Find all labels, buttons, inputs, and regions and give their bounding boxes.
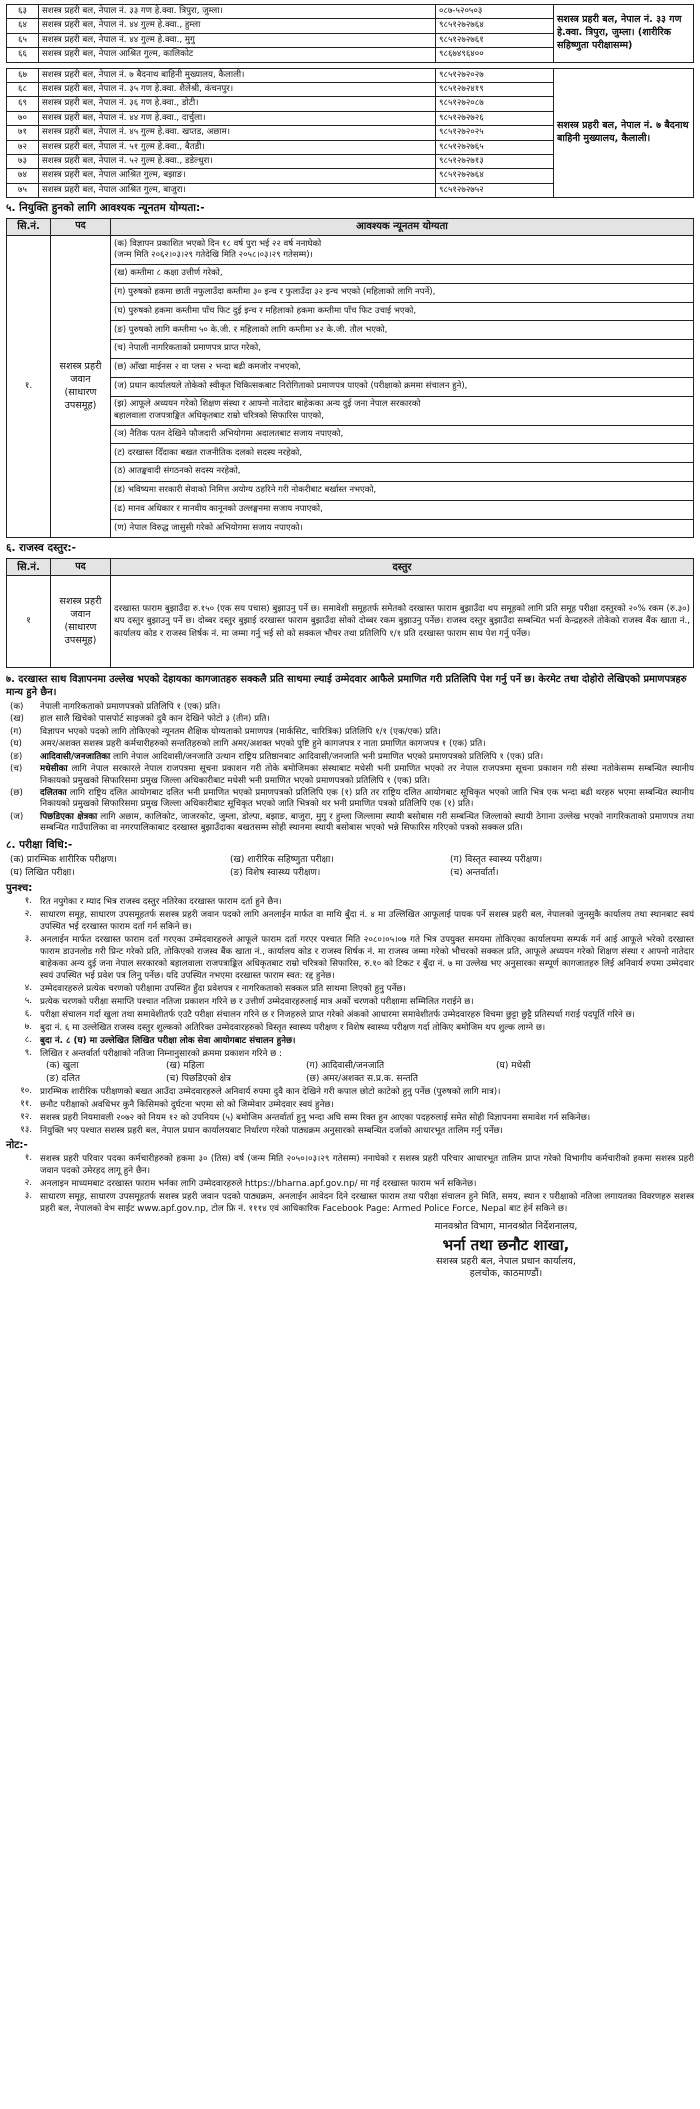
qualification-heading: ५. नियुक्ति हुनको लागि आवश्यक न्यूनतम योग्यता:- — [6, 202, 205, 215]
qualification-item — [111, 463, 694, 482]
document-label: (ख) — [10, 714, 24, 725]
qualification-item — [111, 235, 694, 264]
recruit-center: सशस्त्र प्रहरी बल, नेपाल नं. ३३ गण हे.क्वा. त्रिपुरा, जुम्ला। (शारीरिक सहिष्णुता परीक्षासम्म) — [554, 5, 694, 63]
note-text: सशस्त्र प्रहरी नियमावली २०७२ को नियम १२ को उपनियम (५) बमोजिम अन्तर्वार्ता हुनु भन्दा अघि सम्म रिक्त हुन आएका पदहरुलाई समेत सोही विज्ञापनमा समावेश गर्न सकिनेछ। — [40, 1112, 591, 1123]
qualification-text: (क) विज्ञापन प्रकाशित भएको दिन १८ वर्ष पुरा भई २२ वर्ष ननाघेको — [114, 238, 322, 249]
qualification-item — [111, 425, 694, 444]
exam-method: (ग) विस्तृत स्वास्थ्य परीक्षण। — [450, 854, 543, 865]
qualification-row — [7, 500, 694, 519]
qualification-text: (झ) आफूले अध्ययन गरेको शिक्षण संस्था र आफ्नो नातेदार बाहेकका अन्य दुई जना नेपाल सरकारको — [114, 399, 421, 410]
document-item — [6, 812, 694, 835]
note-number: १२. — [20, 1111, 32, 1122]
document-text — [40, 752, 694, 763]
note-item — [6, 983, 694, 995]
unit-phone: ९८६७४९६४०० — [436, 48, 554, 62]
qualification-text: (ग) पुरुषको हकमा छाती नफुलाउँदा कम्तीमा ३० इन्च र फुलाउँदा ३२ इन्च भएको (महिलाको लागि नपर्ने), — [114, 287, 436, 298]
fee-table — [6, 558, 694, 668]
note-item — [6, 1178, 694, 1190]
unit-row — [7, 68, 694, 82]
signature-line-4: हलचोक, काठमाण्डौं। — [469, 1268, 543, 1280]
note-text: बुदा नं. ६ मा उल्लेखित राजस्व दस्तुर शुल्कको अतिरिक्त उम्मेदवारहरुको विस्तृत स्वास्थ्य परीक्षण र विशेष स्वास्थ्य परीक्षण गर्दा तोकिए बमोजिम थप शुल्क लाग्ने छ। — [40, 1022, 546, 1033]
note-text: सशस्त्र प्रहरी परिवार पदका कर्मचारीहरुको हकमा ३० (तिस) वर्ष (जन्म मिति २०५०।०३।२९ गतेसम्म) ननाघेको र सशस्त्र प्रहरी परिचार आधारभूत तालिम प्राप्त गरेको विभागीय कर्मचारीको हकमा सशस्त्र प्रहरी जवान पदको उमेरहद लागू हुने छैन। — [40, 1154, 694, 1177]
note-number: ५. — [24, 995, 32, 1006]
reservation-group: (ख) महिला — [166, 1060, 205, 1071]
qualification-item — [111, 481, 694, 500]
note-item — [6, 1125, 694, 1137]
reservation-group: (छ) अमर/अशक्त स.प्र.क. सन्तति — [306, 1073, 418, 1084]
note-item — [6, 896, 694, 908]
recruit-center: सशस्त्र प्रहरी बल, नेपाल नं. ७ बैदनाथ बाहिनी मुख्यालय, कैलाली। — [554, 68, 694, 198]
fee-row-post: सशस्त्र प्रहरी जवान (साधारण उपसमूह) — [51, 576, 111, 668]
qualification-row — [7, 519, 694, 538]
qualification-item — [111, 444, 694, 463]
note-text: प्रत्येक चरणको परीक्षा समाप्ति पश्चात नतिजा प्रकाशन गरिने छ र उत्तीर्ण उम्मेदवारहरुलाई मात्र अर्को चरणको परीक्षामा सम्मिलित गराईने छ। — [40, 996, 474, 1007]
reservation-group: (ग) आदिवासी/जनजाति — [306, 1060, 385, 1071]
qualification-text: (घ) पुरुषको हकमा कम्तीमा पाँच फिट दुई इन्च र महिलाको हकमा कम्तीमा पाँच फिट उचाई भएको, — [114, 305, 417, 316]
note-number: ९. — [24, 1047, 32, 1058]
unit-phone: ९८५१२७२०२७ — [436, 68, 554, 82]
unit-number: ७५ — [7, 183, 39, 197]
note-number: ३. — [24, 1191, 32, 1202]
note-item — [6, 1153, 694, 1177]
qualification-row — [7, 302, 694, 321]
note-text: नियुक्ति भए पश्चात सशस्त्र प्रहरी बल, नेपाल प्रधान कार्यालयबाट निर्धारण गरेको पाठ्यक्रम अनुसारको सम्बन्धित दर्जाको आधारभूत तालिम गर्नु पर्नेछ। — [40, 1125, 503, 1136]
document-item — [6, 702, 694, 713]
unit-number: ६५ — [7, 33, 39, 47]
col-requirement: आवश्यक न्यूनतम योग्यता — [111, 218, 694, 235]
reservation-list — [46, 1061, 694, 1086]
exam-methods — [6, 855, 694, 880]
fee-col-amount: दस्तुर — [111, 559, 694, 576]
qualification-text: (ड) भविष्यमा सरकारी सेवाको निमित्त अयोग्य ठहरिने गरी नोकरीबाट बर्खास्त नभएको, — [114, 485, 377, 496]
fee-row-num: १ — [7, 576, 51, 668]
reservation-group: (च) पिछडिएको क्षेत्र — [166, 1073, 231, 1084]
qualification-row — [7, 425, 694, 444]
qualification-text-cont: बहालवाला राजपत्राङ्कित अधिकृतबाट राम्रो चरित्रको सिफारिस पाएको, — [114, 410, 324, 421]
note-number: १०. — [20, 1085, 32, 1096]
note-number: ३. — [24, 933, 32, 944]
unit-phone: ९८५१२७२०२५ — [436, 126, 554, 140]
qualification-row — [7, 235, 694, 264]
unit-phone: ९८५१२७२०८७ — [436, 97, 554, 111]
note-text: साधारण समूह, साधारण उपसमूहतर्फ सशस्त्र प्रहरी जवान पदको पाठ्यक्रम, अनलाईन आवेदन दिने दरखास्त फाराम तथा परीक्षा संचालन हुने मिति, समय, स्थान र परीक्षाको नतिजा लगायतका विवरणहरु सशस्त्र प्रहरी बल, नेपालको वेभ साईट www.apf.gov.np, टोल फ्रि नं. १११४ एवं आधिकारिक Facebook Page: Armed Police Force, Nepal बाट हेर्न सकिने छ। — [40, 1192, 694, 1215]
documents-heading: ७. दरखास्त साथ विज्ञापनमा उल्लेख भएको देहायका कागजातहरु सक्कलै प्रति साथमा ल्याई उम्मेदवार आफैले प्रमाणित गरी प्रतिलिपि पेश गर्नु पर्ने छ। केरमेट तथा दोहोरो लेखिएको प्रमाणपत्रहरु मान्य हुने छैन। — [6, 674, 687, 699]
unit-number: ७४ — [7, 169, 39, 183]
unit-name: सशस्त्र प्रहरी बल, नेपाल आश्रित गुल्म, बाजुरा। — [39, 183, 436, 197]
qualification-text: (ठ) आतङ्कवादी संगठनको सदस्य नरहेको, — [114, 466, 241, 477]
document-text — [40, 764, 694, 787]
qualification-post: सशस्त्र प्रहरी जवान (साधारण उपसमूह) — [51, 235, 111, 537]
document-category: मधेसीका — [40, 764, 68, 775]
unit-phone: ९८५१२७२७२६ — [436, 111, 554, 125]
document-text — [40, 727, 694, 738]
qualification-item — [111, 377, 694, 396]
unit-name: सशस्त्र प्रहरी बल, नेपाल नं. ४४ गुल्म हे.क्वा., मुगु — [39, 33, 436, 47]
documents-section — [6, 673, 694, 835]
qualification-text: (ङ) पुरुषको लागि कम्तीमा ५० के.जी. र महिलाको लागि कम्तीमा ४२ के.जी. तौल भएको, — [114, 324, 388, 335]
signature-block — [336, 1221, 676, 1280]
note-number: १. — [24, 1153, 32, 1164]
qualification-item — [111, 396, 694, 425]
document-category: आदिवासी/जनजातिका — [40, 751, 111, 762]
note-item — [6, 1022, 694, 1034]
document-text — [40, 714, 694, 725]
note-number: २. — [24, 1178, 32, 1189]
note-item — [6, 909, 694, 933]
unit-number: ७० — [7, 111, 39, 125]
unit-phone: ९८५१२७२७१३ — [436, 154, 554, 168]
document-text — [40, 739, 694, 750]
units-table-a — [6, 4, 694, 63]
note-number: ८. — [24, 1034, 32, 1045]
fee-row-text: दरखास्त फाराम बुझाउँदा रु.१५० (एक सय पचास) बुझाउनु पर्ने छ। समावेशी समूहतर्फ समेतको दरखास्त फाराम बुझाउँदा थप समूहको लागि प्रति समूह परीक्षा दस्तुरको २०% रकम (रु.३०) थप दस्तुर बुझाउनु पर्ने छ। दोब्बर दस्तुर बुझाई दरखास्त फाराम बुझाउँदा सोको दोब्बर रकम बुझाउनु पर्नेछ। राजस्व दस्तुर बुझाउँदा सम्बन्धित भर्ना केन्द्रहरुले तोकेको राजस्व बैंक खाता नं., कार्यालय कोड र राजस्व शिर्षक नं. मा जम्मा गर्नु भई सो को सक्कल भौचर तथा प्रतिलिपि १/१ प्रति दरखास्त फाराम साथ पेश गर्नु पर्नेछ। — [111, 576, 694, 668]
note-number: ११. — [20, 1098, 32, 1109]
note-number: १. — [24, 895, 32, 906]
note-item — [6, 1191, 694, 1215]
document-label: (क) — [10, 701, 24, 712]
signature-line-1: मानवश्रोत विभाग, मानवश्रोत निर्देशनालय, — [434, 1221, 578, 1233]
qualification-item — [111, 283, 694, 302]
document-text — [40, 812, 694, 835]
note-text: परीक्षा संचालन गर्दा खुला तथा समावेशीतर्फ एउटै परीक्षा संचालन गरिने छ र निजहरुले प्राप्त गरेको अंकको आधारमा समावेशीतर्फ उम्मेदवारहरु विचमा छुट्टा छुट्टै प्रतिस्पर्धा गराई पदपूर्ति गरिने छ। — [40, 1009, 635, 1020]
document-label: (ग) — [10, 726, 22, 737]
document-item — [6, 788, 694, 811]
unit-phone: ९८५१२७२७६४ — [436, 19, 554, 33]
qualification-text: (च) नेपाली नागरिकताको प्रमाणपत्र प्राप्त गरेको, — [114, 343, 261, 354]
unit-number: ६४ — [7, 19, 39, 33]
qualification-item — [111, 340, 694, 359]
fee-row — [7, 576, 694, 668]
unit-phone: ९८५१२७२७६१ — [436, 33, 554, 47]
qualification-row — [7, 283, 694, 302]
unit-name: सशस्त्र प्रहरी बल, नेपाल नं. ५१ गुल्म हे.क्वा., बैतडी। — [39, 140, 436, 154]
document-desc: हाल सालै खिचेको पासपोर्ट साइजको दुवै कान देखिने फोटो ३ (तीन) प्रति। — [40, 714, 270, 725]
col-serial: सि.नं. — [7, 218, 51, 235]
unit-row — [7, 5, 694, 19]
document-text — [40, 788, 694, 811]
unit-number: ७२ — [7, 140, 39, 154]
unit-name: सशस्त्र प्रहरी बल, नेपाल आश्रित गुल्म, कालिकोट — [39, 48, 436, 62]
note-item — [6, 1048, 694, 1060]
postscript-section — [6, 882, 694, 1216]
note-number: २. — [24, 908, 32, 919]
qualification-row — [7, 377, 694, 396]
document-label: (घ) — [10, 739, 22, 750]
unit-name: सशस्त्र प्रहरी बल, नेपाल नं. ४४ गुल्म हे.क्वा., हुम्ला — [39, 19, 436, 33]
document-desc: लागि नेपाल सरकारले नेपाल राजपत्रमा सूचना प्रकाशन गरी तोके बमोजिमका संस्थाबाट मधेसी भनी प्रमाणित भएको तर नेपाल राजपत्रमा सूचना प्रकाशन गरी संस्था नतोकेसम्म सम्बन्धित स्थानीय निकायको प्रमुखको सिफारिसमा प्रमुख जिल्ला अधिकारीबाट मधेसी भनी प्रमाणित भएको प्रमाणपत्रको प्रतिलिपि १ (एक) प्रति। — [40, 764, 694, 786]
exam-method: (ख) शारीरिक सहिष्णुता परीक्षा। — [230, 854, 334, 865]
unit-number: ६८ — [7, 82, 39, 96]
note-item — [6, 996, 694, 1008]
qualification-row — [7, 481, 694, 500]
fee-col-serial: सि.नं. — [7, 559, 51, 576]
qualification-item — [111, 264, 694, 283]
document-label: (ङ) — [10, 751, 23, 762]
qualification-row — [7, 340, 694, 359]
unit-number: ६६ — [7, 48, 39, 62]
unit-name: सशस्त्र प्रहरी बल, नेपाल नं. ५२ गुल्म हे.क्वा., डडेल्धुरा। — [39, 154, 436, 168]
qualification-item — [111, 519, 694, 538]
note-item — [6, 1009, 694, 1021]
units-table-b — [6, 68, 694, 199]
note-text: अनलाईन मार्फत दरखास्त फाराम दर्ता गरएका उम्मेदवारहरुले आफूले फाराम दर्ता गरएर पश्चात मिति २०८०।०५।०७ गते भित्र उपयुक्त समयमा तोकिएका कार्यालयमा सम्पर्क गर्न आई आफूले भरेको दरखास्त फाराम डाउनलोड गरी प्रिन्ट गरेको प्रति, तोकिएको राजस्व बैंक खाता नं., कार्यालय कोड र राजस्व शिर्षक नं. मा राजस्व जम्मा गरेको भौचरको सक्कल प्रति, आफूले अध्ययन गरेको शिक्षण संस्था र आफ्नो नातेदार बाहेकका अन्य दुई जना नेपाल सरकारको बहालवाला राजपत्राङ्कित अधिकृतबाट राम्रो चरित्रको सिफारिस, रु.१० को टिकट र बुँदा नं. ७ मा उल्लेख भए अनुसारका सम्पूर्ण कागजातहरु लिई अनिवार्य रुपमा उम्मेदवार स्वयं उपस्थित भई प्रवेश पत्र लिनु पर्नेछ। यदि उपस्थित नभएमा दरखास्त फाराम स्वत: रद्द हुनेछ। — [40, 934, 694, 981]
qualification-row — [7, 358, 694, 377]
qualification-text: (ण) नेपाल विरुद्ध जासुसी गरेको अभियोगमा सजाय नपाएको। — [114, 522, 303, 533]
qualification-text: (ज) प्रधान कार्यालयले तोकेको स्वीकृत चिकित्सकबाट निरोगिताको प्रमाणपत्र पाएको (परीक्षाको क्रममा संचालन हुने), — [114, 381, 468, 391]
qualification-item — [111, 358, 694, 377]
qualification-row — [7, 463, 694, 482]
note-number: १३. — [20, 1124, 32, 1135]
document-item — [6, 714, 694, 725]
qualification-text: (ट) दरखास्त दिँदाका बखत राजनीतिक दलको सदस्य नरहेको, — [114, 447, 303, 458]
qualification-row-num: १. — [7, 235, 51, 537]
note-item — [6, 1035, 694, 1047]
qualification-text: (ढ) मानव अधिकार र मानवीय कानूनको उल्लङ्घनमा सजाय नपाएको, — [114, 503, 323, 514]
unit-phone: ९८५१२७२४१९ — [436, 82, 554, 96]
unit-number: ६७ — [7, 68, 39, 82]
qualification-text: (छ) आँखा माईनस २ वा प्लस २ भन्दा बढी कमजोर नभएको, — [114, 362, 302, 373]
qualification-item — [111, 500, 694, 519]
qualification-row — [7, 264, 694, 283]
note-text: साधारण समूह, साधारण उपसमूहतर्फ सशस्त्र प्रहरी जवान पदको लागि अनलाईन मार्फत वा माथि बुँदा नं. ४ मा उल्लिखित आफूलाई पायक पर्ने सशस्त्र प्रहरी बल, नेपालको जुनसुकै कार्यालय तथा स्थानबाट स्वयं उपस्थित भई दरखास्त फाराम दर्ता गर्न सकिने छ। — [40, 909, 694, 932]
unit-phone: ०८७-५२०५०३ — [436, 5, 554, 19]
note-item — [6, 1112, 694, 1124]
signature-line-2: भर्ना तथा छनौट शाखा, — [442, 1235, 570, 1254]
qualification-row — [7, 444, 694, 463]
note-item — [6, 934, 694, 982]
note-text: लिखित र अन्तर्वार्ता परीक्षाको नतिजा निम्नानुसारको क्रममा प्रकाशन गरिने छ : — [40, 1048, 282, 1059]
document-label: (ज) — [10, 811, 24, 822]
exam-method: (क) प्रारम्भिक शारीरिक परीक्षण। — [10, 854, 117, 865]
document-desc: अमर/अशक्त सशस्त्र प्रहरी कर्मचारीहरुको सन्ततिहरुको लागि अमर/अशक्त भएको पुष्टि हुने कागजपत्र र नाता प्रमाणित कागजपत्र १ (एक) प्रति। — [40, 739, 486, 750]
note-number: ७. — [24, 1021, 32, 1032]
note-item — [6, 1099, 694, 1111]
note-text: रित नपुगेका र म्याद भित्र राजस्व दस्तुर नतिरेका दरखास्त फाराम दर्ता हुने छैन। — [40, 896, 282, 907]
note-item — [6, 1086, 694, 1098]
unit-number: ६३ — [7, 5, 39, 19]
document-item — [6, 764, 694, 787]
note-text: छनौट परीक्षाको अवधिभर कुनै किसिमको दुर्घटना भएमा सो को जिम्मेवार उम्मेदवार स्वयं हुनेछ। — [40, 1099, 334, 1110]
document-item — [6, 727, 694, 738]
reservation-group: (घ) मधेसी — [496, 1060, 531, 1071]
exam-method: (ङ) विशेष स्वास्थ्य परीक्षण। — [230, 867, 321, 878]
unit-name: सशस्त्र प्रहरी बल, नेपाल नं. ४५ गुल्म हे.क्वा. खप्तड, अछाम। — [39, 126, 436, 140]
qualification-row — [7, 396, 694, 425]
document-text — [40, 702, 694, 713]
unit-number: ७३ — [7, 154, 39, 168]
exam-method: (च) अन्तर्वार्ता। — [450, 867, 499, 878]
final-notes-heading: नोट:- — [6, 1139, 28, 1151]
fee-heading: ६. राजस्व दस्तुर:- — [6, 542, 76, 555]
reservation-group — [496, 1074, 646, 1086]
note-text: बुदा नं. ८ (घ) मा उल्लेखित लिखित परीक्षा लोक सेवा आयोगबाट संचालन हुनेछ। — [40, 1035, 296, 1046]
unit-phone: ९८५१२७२७६५ — [436, 140, 554, 154]
exam-heading: ८. परीक्षा विधि:- — [6, 838, 73, 851]
document-desc: लागि नेपाल आदिवासी/जनजाति उत्थान राष्ट्रिय प्रतिष्ठानबाट आदिवासी/जनजाति भनी प्रमाणित भएको प्रमाणपत्रको प्रतिलिपि १ (एक) प्रति। — [110, 751, 544, 762]
unit-name: सशस्त्र प्रहरी बल, नेपाल नं. ३३ गण हे.क्वा. त्रिपुरा, जुम्ला। — [39, 5, 436, 19]
unit-phone: ९८५१२७२७५२ — [436, 183, 554, 197]
qualification-text-cont: (जन्म मिति २०६२।०३।२९ गतेदेखि मिति २०५८।०३।२९ गतेसम्म)। — [114, 249, 313, 260]
document-desc: लागि राष्ट्रिय दलित आयोगबाट दलित भनी प्रमाणित भएको प्रमाणपत्रको प्रतिलिपि एक (१) प्रति तर राष्ट्रिय दलित आयोगबाट सूचिकृत भएको जाति भित्र एक भन्दा बढी थरहरु भएमा सम्बन्धित स्थानीय निकायको प्रमुखको सिफारिसमा प्रमुख जिल्ला अधिकारीबाट सूचिकृत भएको जाति भित्रको थर भनी प्रमाणित पत्रको प्रतिलिपि एक (१) प्रति। — [40, 787, 694, 810]
postscript-heading: पुनश्च: — [6, 882, 33, 894]
note-text: उम्मेदवारहरुले प्रत्येक चरणको परीक्षामा उपस्थित हुँदा प्रवेशपत्र र नागरिकताको सक्कल प्रति साथमा लिएको हुनु पर्नेछ। — [40, 983, 406, 994]
document-desc: लागि अछाम, कालिकोट, जाजरकोट, जुम्ला, डोल्पा, बझाङ, बाजुरा, मुगु र हुम्ला जिल्लामा स्थायी बसोबास गरी सम्बन्धित जिल्लाको स्थायी ठेगाना उल्लेख भएको नागरिकताको प्रमाणपत्र तथा सम्बन्धित गाउँपालिका वा नगरपालिकाबाट दरखास्त बुझाउँदाका बखतसम्म सोही स्थानमा स्थायी बसोबास भएको भन्ने सिफारिस गरिएको पत्रको सक्कल प्रति। — [40, 811, 694, 834]
qualification-text: (ख) कम्तीमा ८ कक्षा उत्तीर्ण गरेको, — [114, 268, 223, 279]
unit-name: सशस्त्र प्रहरी बल, नेपाल नं. ४४ गण हे.क्वा., दार्चुला। — [39, 111, 436, 125]
document-desc: विज्ञापन भएको पदको लागि तोकिएको न्यूनतम शैक्षिक योग्यताको प्रमाणपत्र (मार्कसिट, चारित्रिक) प्रतिलिपि १/१ (एक/एक) प्रति। — [40, 726, 441, 737]
unit-name: सशस्त्र प्रहरी बल, नेपाल नं. ३५ गण हे.क्वा. शैलेश्री, कंचनपुर। — [39, 82, 436, 96]
reservation-group: (ङ) दलित — [46, 1073, 80, 1084]
document-item — [6, 739, 694, 750]
unit-name: सशस्त्र प्रहरी बल, नेपाल आश्रित गुल्म, बझाङ। — [39, 169, 436, 183]
unit-phone: ९८५१२७२७६४ — [436, 169, 554, 183]
qualification-item — [111, 302, 694, 321]
note-text: अनलाइन माध्यमबाट दरखास्त फाराम भर्नका लागि उम्मेदवारहरुले https://bharna.apf.gov.np/ मा गई दरखास्त फाराम भर्न सकिनेछ। — [40, 1179, 477, 1190]
signature-line-3: सशस्त्र प्रहरी बल, नेपाल प्रधान कार्यालय, — [436, 1255, 576, 1267]
unit-name: सशस्त्र प्रहरी बल, नेपाल नं. ७ बैदनाथ बाहिनी मुख्यालय, कैलाली। — [39, 68, 436, 82]
document-desc: नेपाली नागरिकताको प्रमाणपत्रको प्रतिलिपि १ (एक) प्रति। — [40, 701, 221, 712]
unit-number: ७१ — [7, 126, 39, 140]
unit-number: ६९ — [7, 97, 39, 111]
unit-name: सशस्त्र प्रहरी बल, नेपाल नं. ३६ गण हे.क्वा., डोटी। — [39, 97, 436, 111]
qualification-table — [6, 218, 694, 538]
document-category: पिछडिएका क्षेत्रका — [40, 811, 98, 822]
document-category: दलितका — [40, 787, 67, 798]
reservation-group: (क) खुला — [46, 1060, 79, 1071]
fee-col-post: पद — [51, 559, 111, 576]
exam-method: (घ) लिखित परीक्षा। — [10, 867, 75, 878]
qualification-text: (ञ) नैतिक पतन देखिने फौजदारी अभियोगमा अदालतबाट सजाय नपाएको, — [114, 428, 344, 439]
document-label: (छ) — [10, 787, 23, 798]
qualification-item — [111, 321, 694, 340]
note-number: ६. — [24, 1008, 32, 1019]
document-label: (च) — [10, 764, 23, 775]
qualification-row — [7, 321, 694, 340]
note-number: ४. — [24, 982, 32, 993]
document-item — [6, 752, 694, 763]
col-post: पद — [51, 218, 111, 235]
note-text: प्रारम्भिक शारीरिक परीक्षणको बखत आउँदा उम्मेदवारहरुले अनिवार्य रुपमा दुवै कान देखिने गरी कपाल छोटो काटेको हुनु पर्नेछ (पुरुषको लागि मात्र)। — [40, 1086, 501, 1097]
